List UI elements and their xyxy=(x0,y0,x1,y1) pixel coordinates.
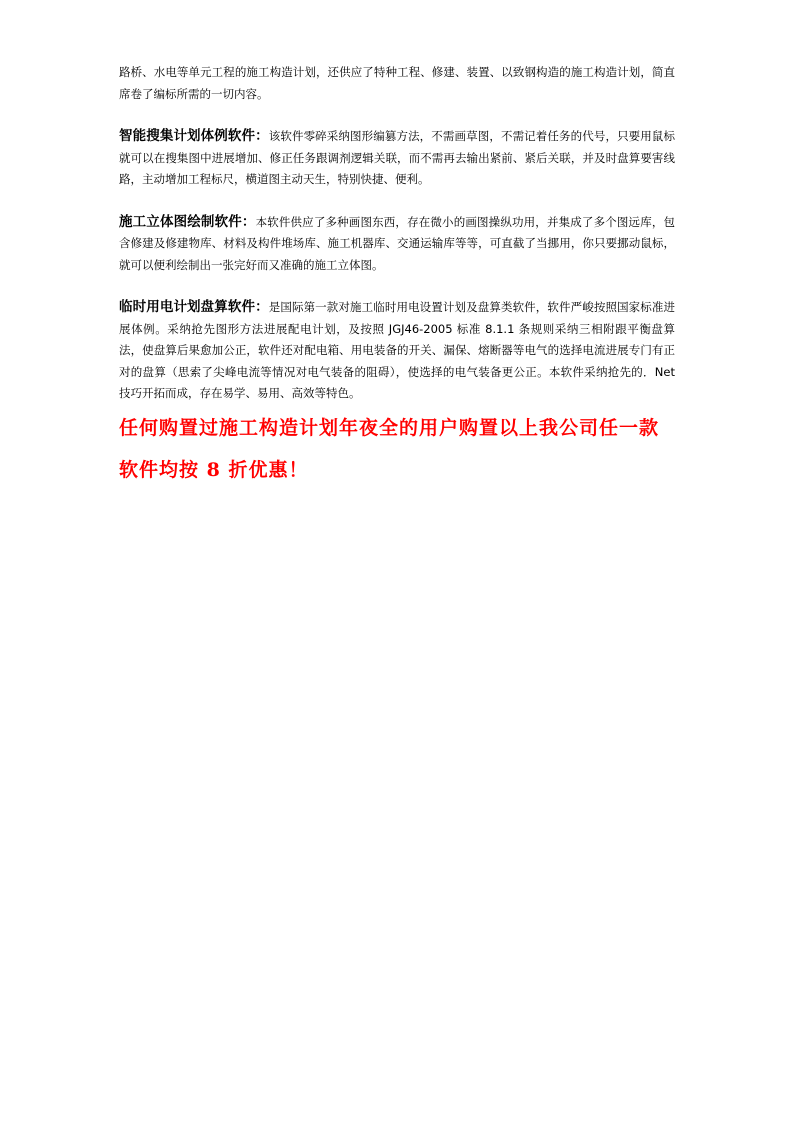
section-heading: 智能搜集计划体例软件： xyxy=(119,128,269,144)
document-page xyxy=(119,62,675,510)
section-body: 本软件供应了多种画图东西，存在微小的画图操纵功用，并集成了多个图远库，包含修建及修建物库、材料及构件堆场库、施工机器库、交通运输库等等，可直截了当挪用，你只要挪动鼠标，就可以便利绘制出一张完好而又准确的施工立体图。 xyxy=(119,214,676,272)
intro-paragraph: 路桥、水电等单元工程的施工构造计划，还供应了特种工程、修建、装置、以致钢构造的施工构造计划，简直席卷了编标所需的一切内容。 xyxy=(119,65,675,101)
section-site-layout xyxy=(119,212,675,277)
promo-banner: 任何购置过施工构造计划年夜全的用户购置以上我公司任一款软件均按 8 折优惠！ xyxy=(119,416,660,481)
section-heading: 施工立体图绘制软件： xyxy=(119,213,256,230)
section-body: 是国际第一款对施工临时用电设置计划及盘算类软件，软件严峻按照国家标准进展体例。采纳抢先图形方法进展配电计划，及按照 JGJ46-2005 标准 8.1.1 条规则采纳三相附跟平衡盘算法，使盘算后果愈加公正，软件还对配电箱、用电装备的开关、漏保、熔断器等电气的选择电流进展专门有正对的盘算（思索了尖峰电流等情况对电气装备的阻碍），使选择的电气装备更公正。本软件采纳抢先的．Net 技巧开拓而成，存在易学、易用、高效等特色。 xyxy=(119,300,676,400)
section-network-plan xyxy=(119,126,675,191)
section-heading: 临时用电计划盘算软件： xyxy=(119,299,269,315)
section-body: 该软件零碎采纳图形编篡方法，不需画草图，不需记着任务的代号，只要用鼠标就可以在搜集图中进展增加、修正任务跟调剂逻辑关联，而不需再去输出紧前、紧后关联，并及时盘算要害线路，主动增加工程标尺，横道图主动天生，特别快捷、便利。 xyxy=(119,129,676,186)
section-temporary-power xyxy=(119,297,675,405)
